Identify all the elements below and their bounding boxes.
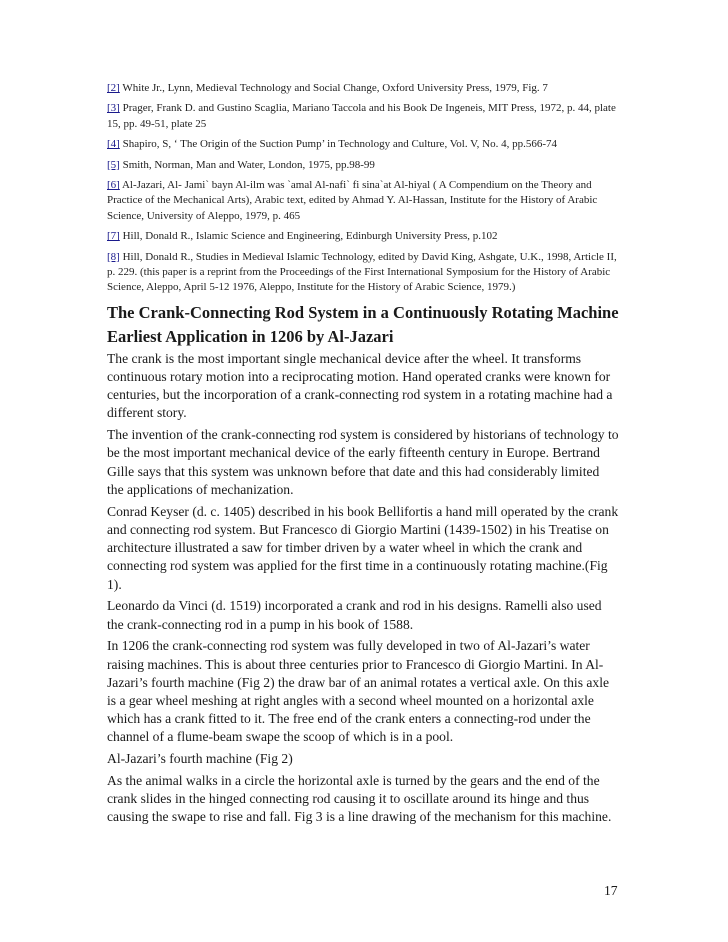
reference-item [107, 137, 619, 152]
reference-item [107, 250, 619, 296]
reference-list [107, 81, 619, 296]
reference-link[interactable]: [2] [107, 82, 120, 94]
reference-link[interactable]: [6] [107, 179, 120, 192]
section-subheading: Earliest Application in 1206 by Al-Jazari [107, 326, 394, 346]
paragraph: The invention of the crank-connecting rod system is considered by historians of technology to be the most important mechanical device of the early fifteenth century in Europe. Bertrand Gille says that this system was unknown before that date and this had considerably limited the applications of mechanization. [107, 427, 619, 497]
figure-caption: Al-Jazari’s fourth machine (Fig 2) [107, 751, 293, 767]
reference-text: Hill, Donald R., Islamic Science and Engineering, Edinburgh University Press, p.102 [119, 230, 498, 243]
reference-item [107, 178, 619, 224]
reference-text: White Jr., Lynn, Medieval Technology and Social Change, Oxford University Press, 1979, Fig. 7 [119, 82, 548, 94]
reference-link[interactable]: [7] [107, 230, 120, 243]
reference-link[interactable]: [5] [107, 158, 120, 171]
reference-link[interactable]: [3] [107, 102, 120, 115]
paragraph: As the animal walks in a circle the horizontal axle is turned by the gears and the end of the crank slides in the hinged connecting rod causing it to oscillate around its hinge and thus causing the swape to rise and fall. Fig 3 is a line drawing of the mechanism for this machine. [107, 772, 612, 825]
reference-text: Prager, Frank D. and Gustino Scaglia, Mariano Taccola and his Book De Ingeneis, MIT Press, 1972, p. 44, plate 15, pp. 49-51, plate 25 [107, 102, 616, 130]
reference-text: Al-Jazari, Al- Jami` bayn Al-ilm was `amal Al-nafi` fi sina`at Al-hiyal ( A Compendium on the Theory and Practice of the Mechanical Arts), Arabic text, edited by Ahmad Y. Al-Hassan, Institute for the History of Arabic Science, University of Aleppo, 1979, p. 465 [107, 179, 598, 222]
body-text [107, 350, 619, 827]
paragraph: In 1206 the crank-connecting rod system was fully developed in two of Al-Jazari’s water raising machines. This is about three centuries prior to Francesco di Giorgio Martini. In Al-Jazari’s fourth machine (Fig 2) the draw bar of an animal rotates a vertical axle. On this axle is a gear wheel meshing at right angles with a second wheel mounted on a horizontal axle which has a crank fitted to it. The free end of the crank enters a connecting-rod under the channel of a flume-beam swape the scoop of which is in a pool. [107, 638, 610, 745]
reference-item [107, 101, 619, 132]
paragraph: The crank is the most important single mechanical device after the wheel. It transforms continuous rotary motion into a reciprocating motion. Hand operated cranks were known for centuries, but the incorporation of a crank-connecting rod system in a rotating machine had a different story. [107, 350, 613, 421]
reference-item [107, 81, 619, 96]
reference-item [107, 229, 619, 244]
reference-link[interactable]: [4] [107, 138, 120, 151]
page-content [107, 81, 619, 830]
reference-text: Smith, Norman, Man and Water, London, 1975, pp.98-99 [119, 158, 375, 171]
reference-link[interactable]: [8] [107, 250, 120, 263]
paragraph: Leonardo da Vinci (d. 1519) incorporated a crank and rod in his designs. Ramelli also used the crank-connecting rod in a pump in his book of 1588. [107, 598, 602, 632]
reference-item [107, 158, 619, 173]
section-heading: The Crank-Connecting Rod System in a Continuously Rotating Machine [107, 302, 619, 322]
page-number: 17 [604, 883, 618, 898]
paragraph: Conrad Keyser (d. c. 1405) described in his book Bellifortis a hand mill operated by the crank and connecting rod system. But Francesco di Giorgio Martini (1439-1502) in his Treatise on architecture illustrated a saw for timber driven by a water wheel in which the crank and connecting rod system was applied for the first time in a continuously rotating machine.(Fig 1). [107, 503, 619, 592]
reference-text: Shapiro, S, ‘ The Origin of the Suction Pump’ in Technology and Culture, Vol. V, No. 4, pp.566-74 [119, 138, 558, 151]
reference-text: Hill, Donald R., Studies in Medieval Islamic Technology, edited by David King, Ashgate, U.K., 1998, Article II, p. 229. (this paper is a reprint from the Proceedings of the First International Symposium for the History of Arabic Science, Aleppo, April 5-12 1976, Aleppo, Institute for the History of Arabic Science, 1979.) [107, 250, 617, 294]
